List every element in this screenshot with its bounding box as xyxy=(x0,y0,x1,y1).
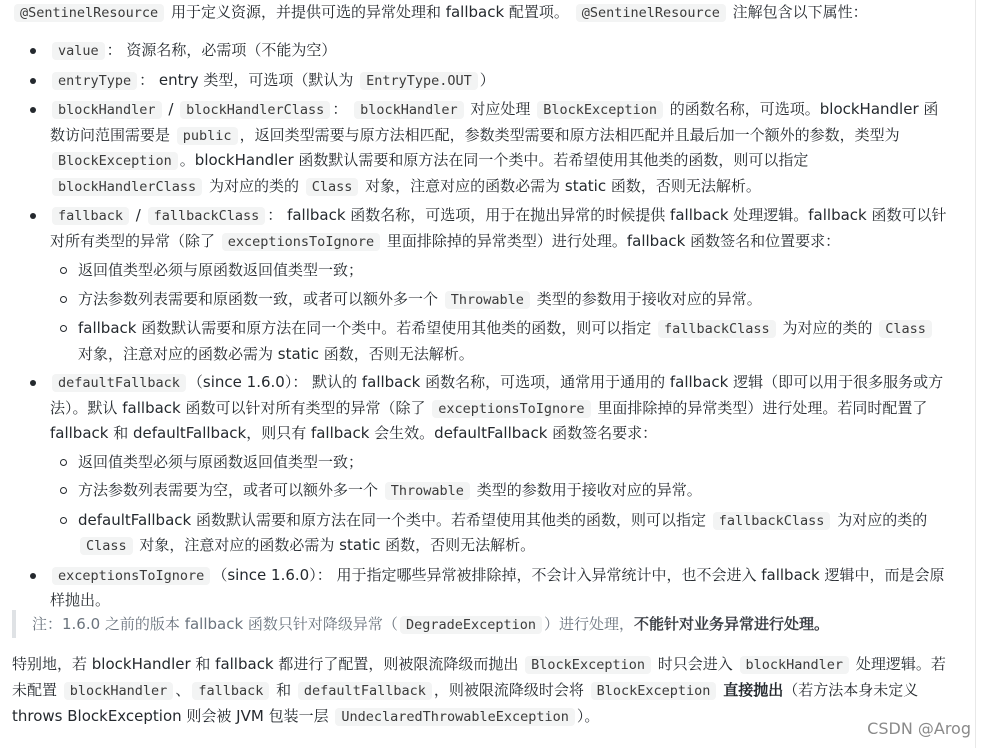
bullet-icon xyxy=(30,107,36,113)
list-item-defaultfallback: defaultFallback （since 1.6.0）： 默认的 fallback 函数名称，可选项，通常用于通用的 fallback 逻辑（即可以用于很多服务或方法）。默认 fallback 函数可以针对所有类型的异常（除了 exceptionsToIgnore 里面排除掉的异常类型）进行处理。若同时配置了 fallback 和 defaultFallback，则只有 fallback 会生效。defaultFallback 函数签名要求： 返回值类型必须与原函数返回值类型一致； 方法参数列表需要为空，或者可以额外多一个 Throwable 类型的参数用于接收对应的异常。 defaultFallback 函数默认需要和原方法在同一个类中。若希望使用其他类的函数，则可以指定 fallbackClass 为对应的类的 Class 对象，注意对应的函数必需为 static 函数，否则无法解析。 xyxy=(12,370,952,559)
sub-item: 方法参数列表需要和原函数一致，或者可以额外多一个 Throwable 类型的参数用于接收对应的异常。 xyxy=(50,287,952,313)
circle-bullet-icon xyxy=(60,517,67,524)
defaultfallback-requirements xyxy=(50,450,952,559)
code-sentinelresource: @SentinelResource xyxy=(576,4,726,22)
circle-bullet-icon xyxy=(60,487,67,494)
list-item-exceptionstoignore: exceptionsToIgnore （since 1.6.0）： 用于指定哪些异常被排除掉，不会计入异常统计中，也不会进入 fallback 逻辑中，而是会原样抛出。 xyxy=(12,563,952,613)
bullet-icon xyxy=(30,213,36,219)
bullet-icon xyxy=(30,573,36,579)
list-item-value: value ： 资源名称，必需项（不能为空） xyxy=(12,38,952,64)
list-item-blockhandler: blockHandler / blockHandlerClass ： blockHandler 对应处理 BlockException 的函数名称，可选项。blockHandler 函数访问范围需要是 public ，返回类型需要与原方法相匹配，参数类型需要和原方法相匹配并且最后加一个额外的参数，类型为 BlockException 。blockHandler 函数默认需要和原方法在同一个类中。若希望使用其他类的函数，则可以指定 blockHandlerClass 为对应的类的 Class 对象，注意对应的函数必需为 static 函数，否则无法解析。 xyxy=(12,97,952,199)
note-blockquote: 注：1.6.0 之前的版本 fallback 函数只针对降级异常（ DegradeException ）进行处理，不能针对业务异常进行处理。 xyxy=(12,610,972,638)
attribute-list xyxy=(12,38,952,613)
sub-item: fallback 函数默认需要和原方法在同一个类中。若希望使用其他类的函数，则可以指定 fallbackClass 为对应的类的 Class 对象，注意对应的函数必需为 static 函数，否则无法解析。 xyxy=(50,316,952,366)
fallback-requirements xyxy=(50,258,952,366)
bullet-icon xyxy=(30,380,36,386)
circle-bullet-icon xyxy=(60,267,67,274)
intro-paragraph: @SentinelResource 用于定义资源，并提供可选的异常处理和 fallback 配置项。 @SentinelResource 注解包含以下属性： xyxy=(12,0,964,26)
right-border xyxy=(975,0,976,748)
list-item-fallback: fallback / fallbackClass ： fallback 函数名称，可选项，用于在抛出异常的时候提供 fallback 处理逻辑。fallback 函数可以针对所有类型的异常（除了 exceptionsToIgnore 里面排除掉的异常类型）进行处理。fallback 函数签名和位置要求： 返回值类型必须与原函数返回值类型一致； 方法参数列表需要和原函数一致，或者可以额外多一个 Throwable 类型的参数用于接收对应的异常。 fallback 函数默认需要和原方法在同一个类中。若希望使用其他类的函数，则可以指定 fallbackClass 为对应的类的 Class 对象，注意对应的函数必需为 static 函数，否则无法解析。 xyxy=(12,203,952,366)
list-item-entrytype: entryType ： entry 类型，可选项（默认为 EntryType.OUT ） xyxy=(12,68,952,94)
bullet-icon xyxy=(30,48,36,54)
circle-bullet-icon xyxy=(60,296,67,303)
code-sentinelresource: @SentinelResource xyxy=(14,4,164,22)
watermark: CSDN @Arog xyxy=(867,719,971,738)
sub-item: 返回值类型必须与原函数返回值类型一致； xyxy=(50,450,952,475)
circle-bullet-icon xyxy=(60,325,67,332)
bullet-icon xyxy=(30,78,36,84)
final-paragraph: 特别地，若 blockHandler 和 fallback 都进行了配置，则被限流降级而抛出 BlockException 时只会进入 blockHandler 处理逻辑。若未配置 blockHandler 、 fallback 和 defaultFallback ，则被限流降级时会将 BlockException 直接抛出（若方法本身未定义 throws BlockException 则会被 JVM 包装一层 UndeclaredThrowableException ）。 xyxy=(12,655,946,725)
sub-item: 返回值类型必须与原函数返回值类型一致； xyxy=(50,258,952,283)
circle-bullet-icon xyxy=(60,459,67,466)
sub-item: 方法参数列表需要为空，或者可以额外多一个 Throwable 类型的参数用于接收对应的异常。 xyxy=(50,478,952,504)
sub-item: defaultFallback 函数默认需要和原方法在同一个类中。若希望使用其他类的函数，则可以指定 fallbackClass 为对应的类的 Class 对象，注意对应的函数必需为 static 函数，否则无法解析。 xyxy=(50,508,952,559)
